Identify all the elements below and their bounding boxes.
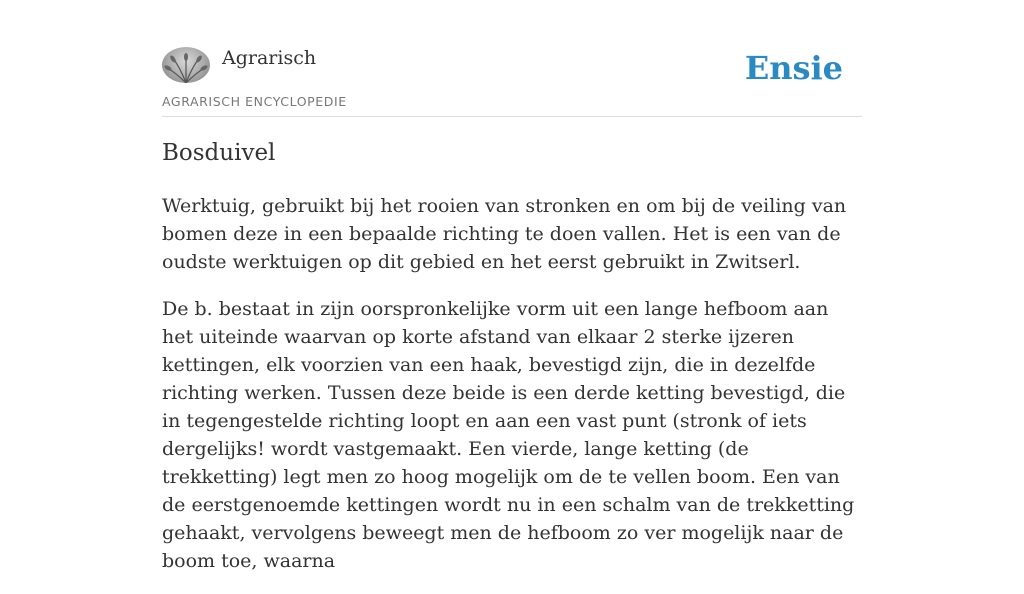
article-paragraph: Werktuig, gebruikt bij het rooien van stronken en om bij de veiling van bomen deze in een bepaalde richting te doen vallen. Het is een van de oudste werktuigen op dit gebied en het eerst gebruikt in Zwitserl. <box>162 195 847 273</box>
header <box>162 44 862 117</box>
source-name[interactable]: Agrarisch <box>222 47 317 69</box>
article-title: Bosduivel <box>162 140 276 166</box>
article-body <box>162 192 862 594</box>
article-paragraph: De b. bestaat in zijn oorspronkelijke vorm uit een lange hefboom aan het uiteinde waarvan op korte afstand van elkaar 2 sterke ijzeren kettingen, elk voorzien van een haak, bevestigd zijn, die in dezelfde richting werken. Tussen deze beide is een derde ketting bevestigd, die in tegengestelde richting loopt en aan een vast punt (stronk of iets dergelijks! wordt vastgemaakt. Een vierde, lange ketting (de trekketting) legt men zo hoog mogelijk om de te vellen boom. Een van de eerstgenoemde kettingen wordt nu in een schalm van de trekketting gehaakt, vervolgens beweegt men de hefboom zo ver mogelijk naar de boom toe, waarna <box>162 298 855 572</box>
source-subtitle: AGRARISCH ENCYCLOPEDIE <box>162 94 347 109</box>
brand-logo-link[interactable]: Ensie <box>744 49 843 87</box>
wheat-avatar-icon[interactable] <box>162 47 210 83</box>
